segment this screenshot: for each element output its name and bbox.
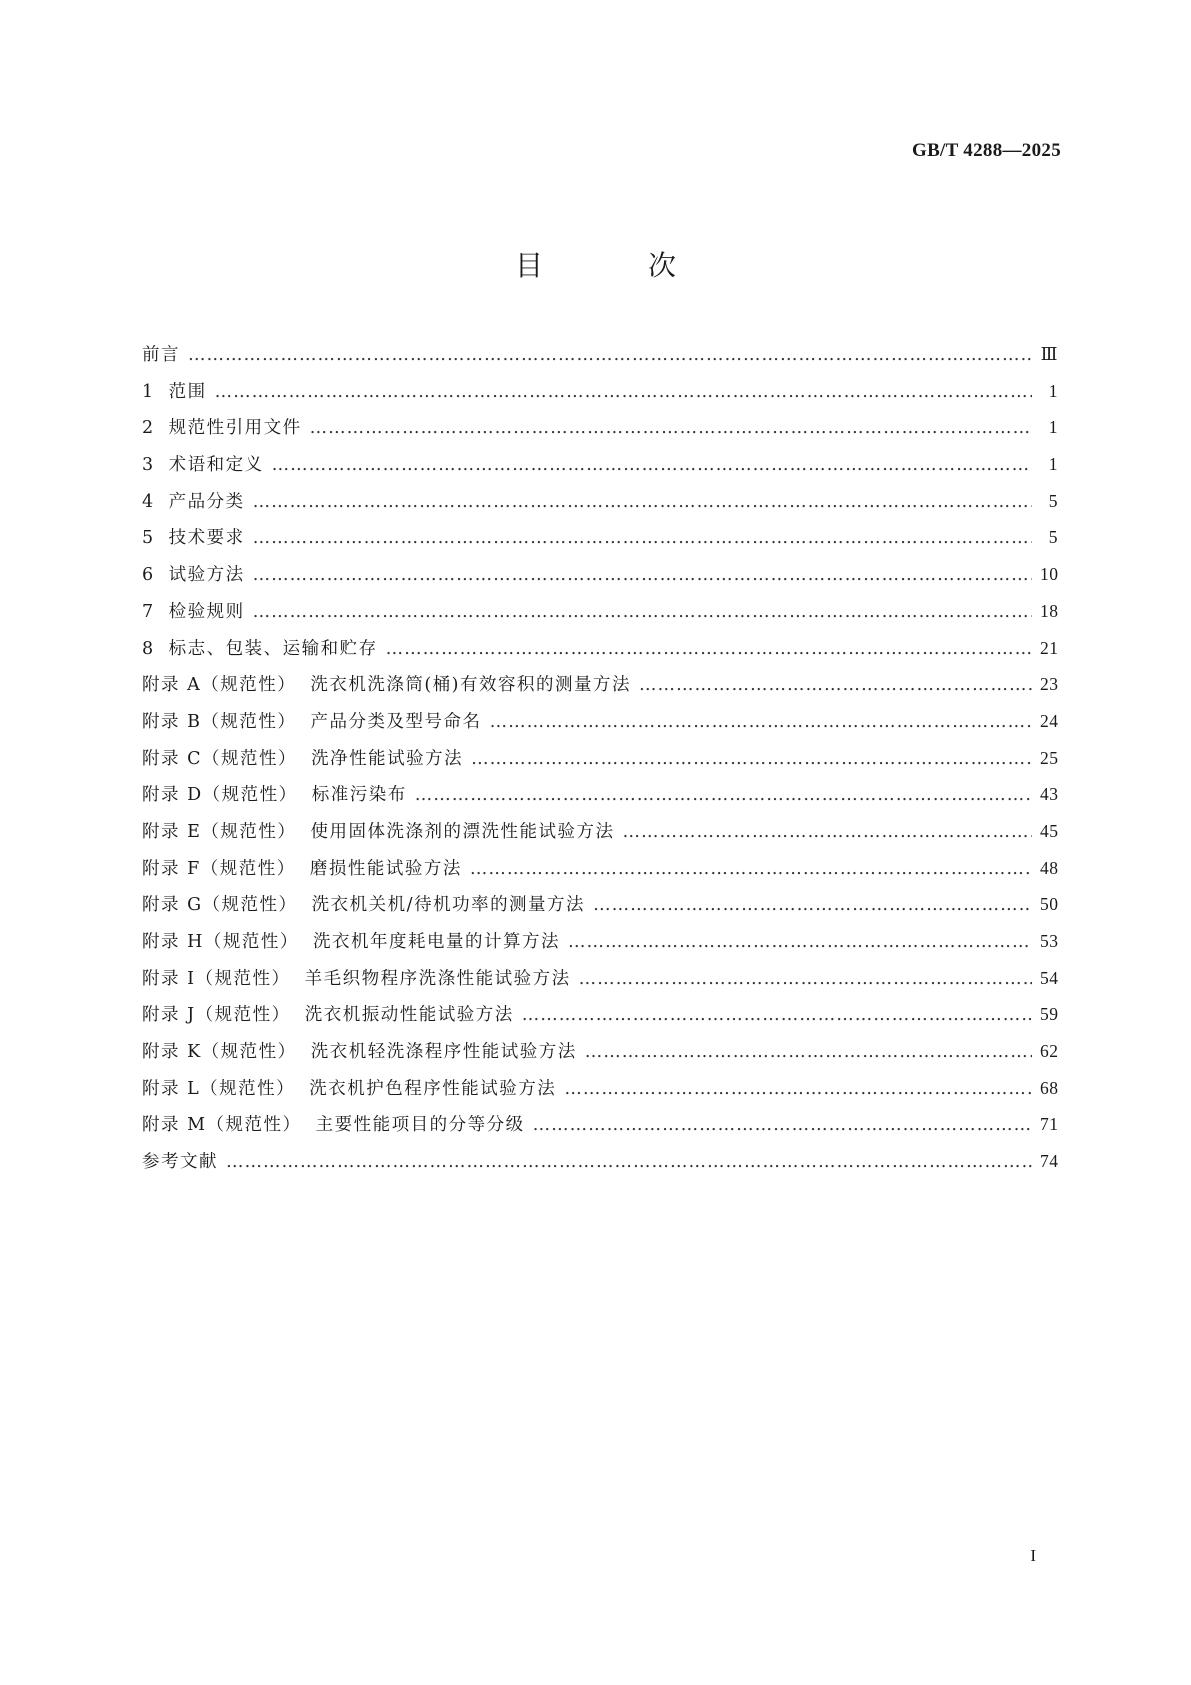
toc-entry-label: 技术要求 <box>168 528 245 549</box>
toc-dot-leader <box>470 859 1032 879</box>
toc-entry-page: 74 <box>1040 1151 1059 1172</box>
toc-entry-label: 检验规则 <box>168 601 245 622</box>
toc-entry-label: 术语和定义 <box>168 455 264 476</box>
toc-entry-page: 50 <box>1040 894 1059 915</box>
toc-entry-label: 附录 G（规范性） 洗衣机关机/待机功率的测量方法 <box>142 895 586 916</box>
toc-entry-page: 23 <box>1040 674 1059 695</box>
toc-entry-label: 附录 I（规范性） 羊毛织物程序洗涤性能试验方法 <box>142 968 571 989</box>
toc-entry[interactable] <box>142 1001 1058 1038</box>
toc-entry[interactable] <box>142 1075 1058 1112</box>
toc-entry-number: 3 <box>142 455 155 476</box>
toc-entry-label: 附录 B（规范性） 产品分类及型号命名 <box>142 711 482 732</box>
toc-dot-leader <box>585 1042 1032 1062</box>
toc-entry-page: 71 <box>1040 1114 1059 1135</box>
toc-entry-page: 68 <box>1040 1077 1059 1098</box>
toc-entry-label: 附录 D（规范性） 标准污染布 <box>142 785 407 806</box>
toc-entry-number: 5 <box>142 528 155 549</box>
toc-entry-number: 6 <box>142 565 155 586</box>
toc-entry-page: Ⅲ <box>1040 344 1058 364</box>
toc-entry-page: 1 <box>1048 454 1058 475</box>
toc-dot-leader <box>253 528 1032 548</box>
toc-dot-leader <box>471 749 1032 769</box>
toc-dot-leader <box>272 455 1032 475</box>
toc-entry-page: 5 <box>1048 490 1058 511</box>
toc-entry-label: 试验方法 <box>168 565 245 586</box>
toc-entry-label: 标志、包装、运输和贮存 <box>168 638 378 659</box>
toc-entry-page: 43 <box>1040 784 1059 805</box>
toc-dot-leader <box>522 1005 1032 1025</box>
toc-dot-leader <box>253 565 1032 585</box>
toc-entry-label: 前言 <box>142 345 180 365</box>
toc-dot-leader <box>415 785 1032 805</box>
toc-entry-label: 附录 F（规范性） 磨损性能试验方法 <box>142 858 462 879</box>
toc-entry[interactable] <box>142 341 1058 378</box>
toc-dot-leader <box>490 712 1032 732</box>
toc-dot-leader <box>564 1079 1032 1099</box>
toc-entry[interactable] <box>142 635 1058 672</box>
toc-entry-number: 1 <box>142 381 155 402</box>
toc-entry[interactable] <box>142 1038 1058 1075</box>
toc-entry-page: 5 <box>1048 527 1058 548</box>
toc-entry-page: 25 <box>1040 747 1059 768</box>
toc-entry[interactable] <box>142 451 1058 488</box>
toc-entry-label: 附录 J（规范性） 洗衣机振动性能试验方法 <box>142 1005 514 1026</box>
toc-entry[interactable] <box>142 524 1058 561</box>
toc-entry-label: 附录 C（规范性） 洗净性能试验方法 <box>142 748 464 769</box>
toc-entry-page: 45 <box>1040 820 1059 841</box>
toc-dot-leader <box>226 1152 1032 1172</box>
toc-dot-leader <box>639 675 1032 695</box>
toc-dot-leader <box>622 822 1032 842</box>
toc-entry[interactable] <box>142 561 1058 598</box>
toc-dot-leader <box>386 639 1032 659</box>
standard-code: GB/T 4288—2025 <box>911 140 1061 161</box>
toc-entry-page: 24 <box>1040 710 1059 731</box>
toc-dot-leader <box>253 492 1032 512</box>
toc-entry[interactable] <box>142 708 1058 745</box>
toc-dot-leader <box>533 1115 1032 1135</box>
toc-entry-page: 48 <box>1040 857 1059 878</box>
toc-entry[interactable] <box>142 745 1058 782</box>
toc-entry[interactable] <box>142 781 1058 818</box>
toc-entry[interactable] <box>142 928 1058 965</box>
toc-entry[interactable] <box>142 414 1058 451</box>
toc-dot-leader <box>310 418 1032 438</box>
toc-entry[interactable] <box>142 488 1058 525</box>
toc-entry-number: 8 <box>142 638 155 659</box>
toc-entry-number: 4 <box>142 491 155 512</box>
toc-entry[interactable] <box>142 378 1058 415</box>
toc-entry-page: 18 <box>1040 600 1059 621</box>
toc-entry-label: 附录 H（规范性） 洗衣机年度耗电量的计算方法 <box>142 932 560 952</box>
toc-entry-label: 规范性引用文件 <box>168 418 302 439</box>
toc-entry[interactable] <box>142 598 1058 635</box>
toc-entry-label: 范围 <box>168 381 207 402</box>
toc-entry-label: 参考文献 <box>142 1152 218 1173</box>
toc-entry-label: 附录 L（规范性） 洗衣机护色程序性能试验方法 <box>142 1078 557 1099</box>
toc-entry-number: 2 <box>142 418 155 439</box>
toc-entry[interactable] <box>142 1111 1058 1148</box>
toc-entry-label: 附录 K（规范性） 洗衣机轻洗涤程序性能试验方法 <box>142 1042 577 1063</box>
toc-dot-leader <box>593 895 1032 915</box>
toc-entry[interactable] <box>142 1148 1058 1185</box>
toc-dot-leader <box>253 602 1032 622</box>
toc-entry[interactable] <box>142 855 1058 892</box>
toc-entry-page: 62 <box>1040 1041 1059 1062</box>
toc-entry[interactable] <box>142 891 1058 928</box>
toc-entry-label: 产品分类 <box>168 491 245 512</box>
toc-entry-page: 54 <box>1040 967 1059 988</box>
toc-title: 目 次 <box>515 249 724 282</box>
toc-entry[interactable] <box>142 818 1058 855</box>
toc-entry-page: 59 <box>1040 1004 1059 1025</box>
toc-entry[interactable] <box>142 671 1058 708</box>
toc-entry-label: 附录 E（规范性） 使用固体洗涤剂的漂洗性能试验方法 <box>142 821 615 842</box>
toc-dot-leader <box>579 969 1032 989</box>
toc-entry-page: 53 <box>1040 931 1059 951</box>
table-of-contents <box>142 341 1058 1185</box>
toc-entry-number: 7 <box>142 601 155 622</box>
toc-entry-label: 附录 M（规范性） 主要性能项目的分等分级 <box>142 1115 525 1136</box>
page-number: I <box>1030 1546 1036 1565</box>
toc-dot-leader <box>568 932 1032 952</box>
toc-entry-page: 1 <box>1048 417 1058 438</box>
toc-dot-leader <box>188 345 1032 365</box>
toc-entry-label: 附录 A（规范性） 洗衣机洗涤筒(桶)有效容积的测量方法 <box>142 675 631 696</box>
toc-entry[interactable] <box>142 965 1058 1002</box>
toc-entry-page: 21 <box>1040 637 1059 658</box>
toc-entry-page: 1 <box>1048 380 1058 401</box>
toc-dot-leader <box>215 382 1032 402</box>
toc-entry-page: 10 <box>1040 564 1059 585</box>
